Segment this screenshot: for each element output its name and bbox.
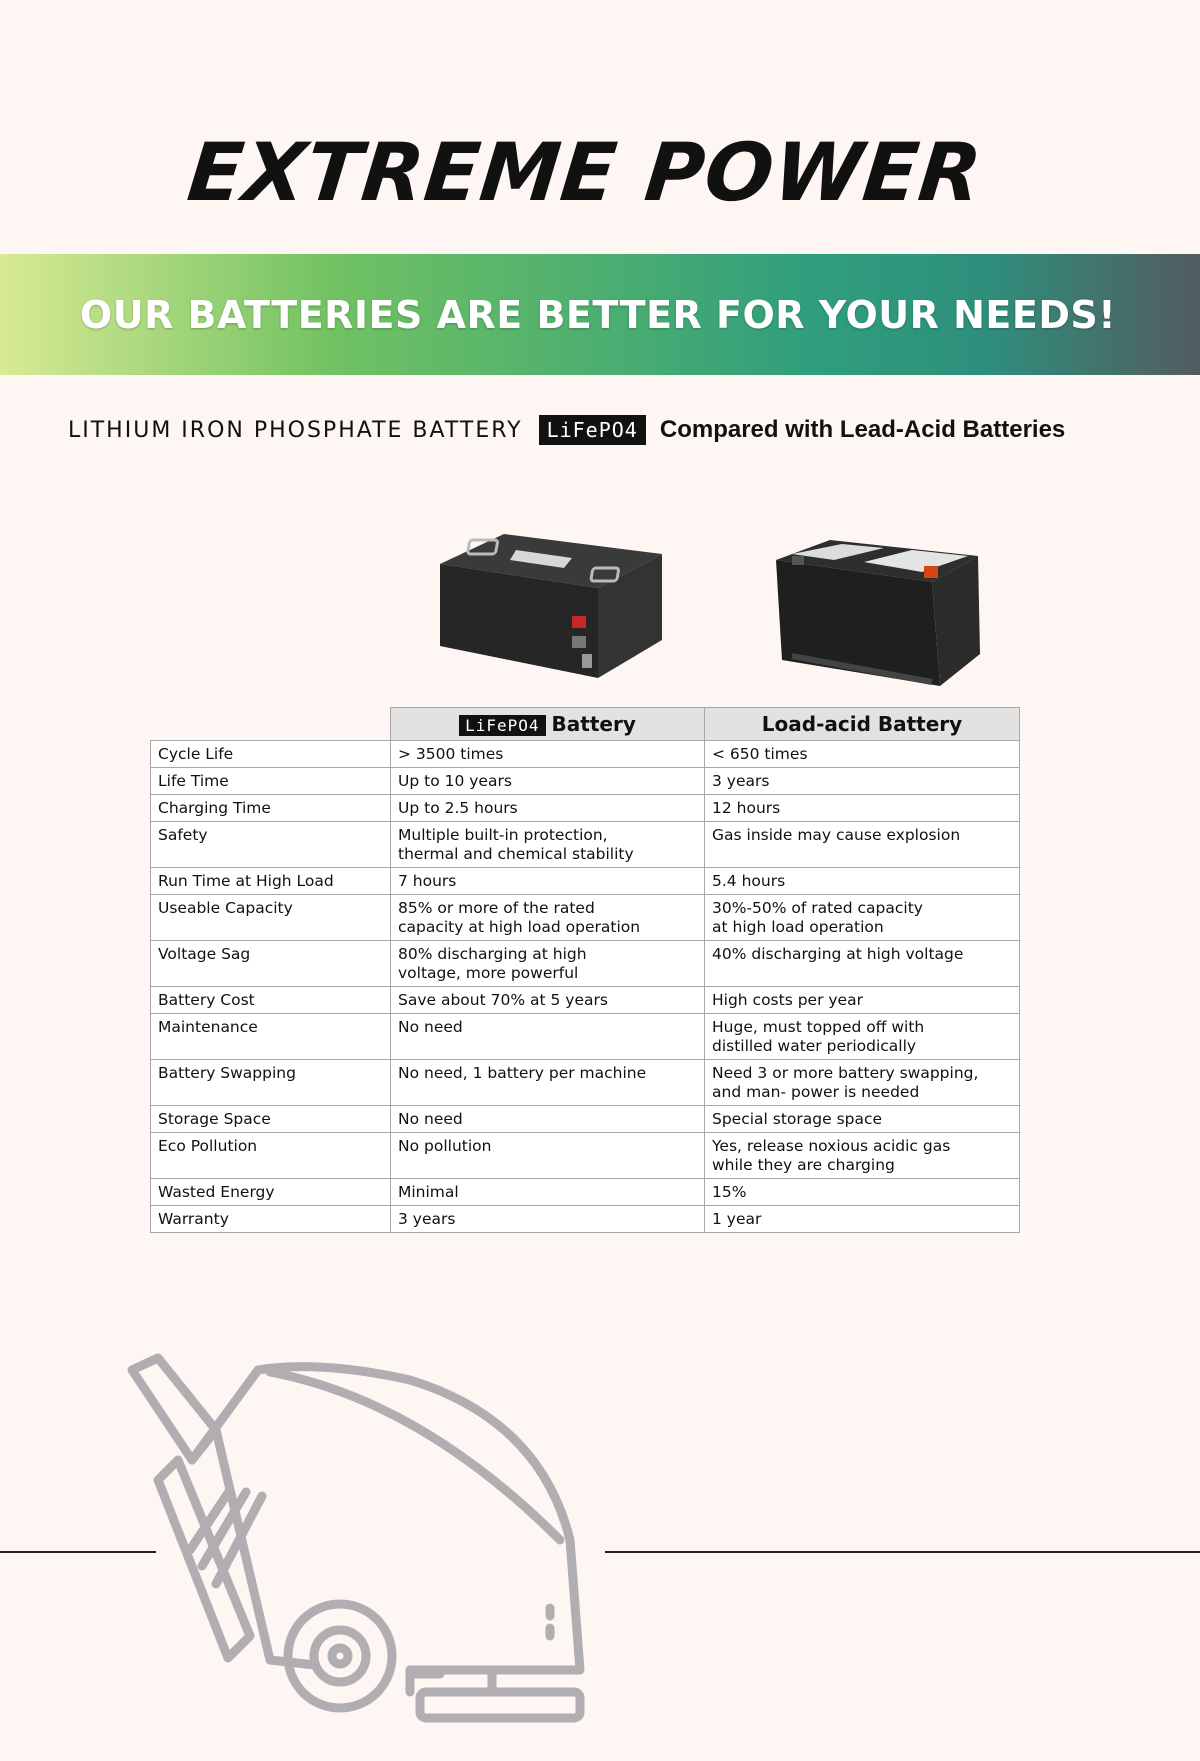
lifepo4-cell: 80% discharging at high voltage, more powerful <box>391 941 705 987</box>
lifepo4-cell: Up to 10 years <box>391 768 705 795</box>
lead-acid-cell: 1 year <box>705 1206 1020 1233</box>
feature-cell: Wasted Energy <box>151 1179 391 1206</box>
page-title: EXTREME POWER <box>183 126 987 219</box>
subheader-tail: Compared with Lead-Acid Batteries <box>659 416 1066 443</box>
lead-acid-cell: Need 3 or more battery swapping, and man- power is needed <box>705 1060 1020 1106</box>
header-lifepo4-label: Battery <box>551 712 636 736</box>
lead-acid-cell: 5.4 hours <box>705 868 1020 895</box>
table-row <box>151 1179 1020 1206</box>
lithium-battery-image <box>432 528 666 680</box>
table-row <box>151 1014 1020 1060</box>
table-row <box>151 1206 1020 1233</box>
table-row <box>151 741 1020 768</box>
feature-cell: Eco Pollution <box>151 1133 391 1179</box>
lead-acid-cell: Huge, must topped off with distilled water periodically <box>705 1014 1020 1060</box>
table-row <box>151 941 1020 987</box>
feature-cell: Useable Capacity <box>151 895 391 941</box>
lifepo4-cell: Up to 2.5 hours <box>391 795 705 822</box>
table-row <box>151 1106 1020 1133</box>
lifepo4-cell: No pollution <box>391 1133 705 1179</box>
feature-cell: Battery Swapping <box>151 1060 391 1106</box>
lifepo4-cell: No need <box>391 1014 705 1060</box>
gradient-banner <box>0 254 1200 375</box>
subheader-lead: LITHIUM IRON PHOSPHATE BATTERY <box>68 417 523 443</box>
table-body <box>151 741 1020 1233</box>
feature-cell: Charging Time <box>151 795 391 822</box>
lead-acid-cell: 15% <box>705 1179 1020 1206</box>
feature-cell: Battery Cost <box>151 987 391 1014</box>
lead-acid-cell: 30%-50% of rated capacity at high load operation <box>705 895 1020 941</box>
lead-acid-cell: High costs per year <box>705 987 1020 1014</box>
table-row <box>151 1133 1020 1179</box>
lead-acid-cell: Special storage space <box>705 1106 1020 1133</box>
banner-text: OUR BATTERIES ARE BETTER FOR YOUR NEEDS! <box>79 292 1117 337</box>
floor-scrubber-icon <box>120 1340 620 1740</box>
comparison-table <box>150 707 1020 1233</box>
header-empty-cell <box>151 708 391 741</box>
lifepo4-cell: Minimal <box>391 1179 705 1206</box>
feature-cell: Storage Space <box>151 1106 391 1133</box>
lifepo4-cell: No need, 1 battery per machine <box>391 1060 705 1106</box>
lead-acid-cell: < 650 times <box>705 741 1020 768</box>
table-header-row <box>151 708 1020 741</box>
feature-cell: Run Time at High Load <box>151 868 391 895</box>
lifepo4-cell: Multiple built-in protection, thermal and chemical stability <box>391 822 705 868</box>
lifepo4-chip: LiFePO4 <box>539 415 646 445</box>
lead-acid-cell: Gas inside may cause explosion <box>705 822 1020 868</box>
feature-cell: Life Time <box>151 768 391 795</box>
feature-cell: Warranty <box>151 1206 391 1233</box>
lifepo4-cell: > 3500 times <box>391 741 705 768</box>
subheader <box>68 412 1065 448</box>
lead-acid-cell: 40% discharging at high voltage <box>705 941 1020 987</box>
lead-acid-cell: 12 hours <box>705 795 1020 822</box>
lifepo4-cell: 7 hours <box>391 868 705 895</box>
table-row <box>151 895 1020 941</box>
lead-acid-battery-image <box>772 536 982 692</box>
lead-acid-cell: Yes, release noxious acidic gas while they are charging <box>705 1133 1020 1179</box>
header-lifepo4-chip: LiFePO4 <box>459 715 545 736</box>
feature-cell: Safety <box>151 822 391 868</box>
lifepo4-cell: No need <box>391 1106 705 1133</box>
feature-cell: Voltage Sag <box>151 941 391 987</box>
lifepo4-cell: 85% or more of the rated capacity at high load operation <box>391 895 705 941</box>
feature-cell: Cycle Life <box>151 741 391 768</box>
table-row <box>151 768 1020 795</box>
header-lifepo4 <box>391 708 705 741</box>
table-row <box>151 868 1020 895</box>
lifepo4-cell: 3 years <box>391 1206 705 1233</box>
table-row <box>151 822 1020 868</box>
header-lead-acid: Load-acid Battery <box>705 708 1020 741</box>
comparison-table-wrapper <box>150 707 1020 1233</box>
lead-acid-cell: 3 years <box>705 768 1020 795</box>
divider-right <box>605 1551 1200 1553</box>
lifepo4-cell: Save about 70% at 5 years <box>391 987 705 1014</box>
table-row <box>151 795 1020 822</box>
table-row <box>151 1060 1020 1106</box>
feature-cell: Maintenance <box>151 1014 391 1060</box>
table-row <box>151 987 1020 1014</box>
